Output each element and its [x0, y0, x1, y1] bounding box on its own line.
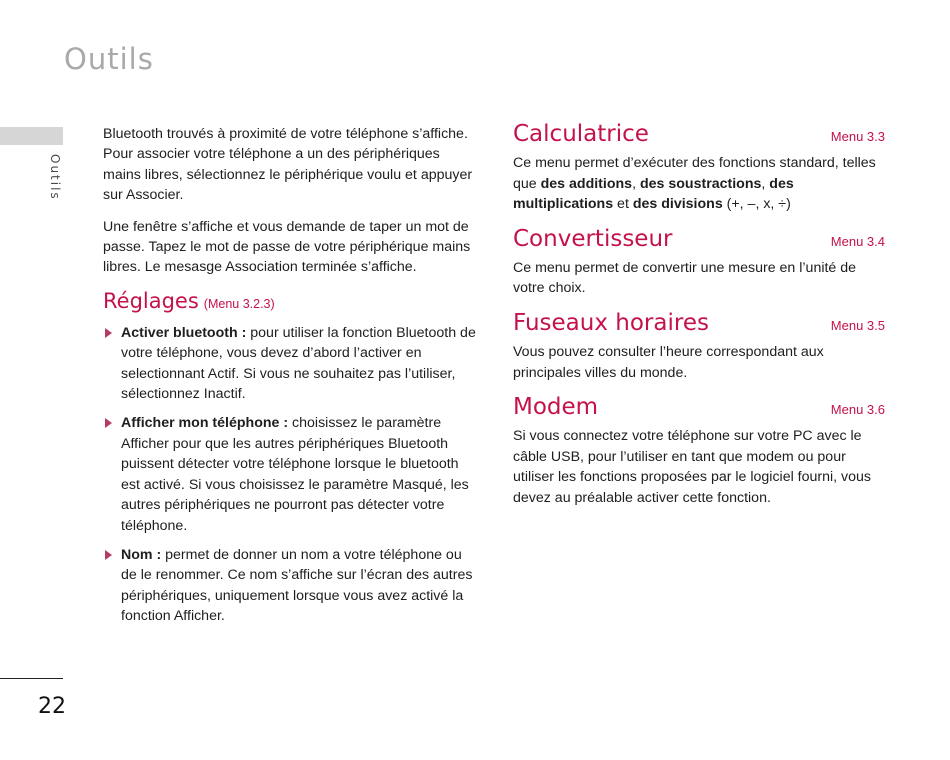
bullet-term: Activer bluetooth :	[121, 324, 247, 341]
body-text: (+, –, x, ÷)	[722, 196, 791, 213]
section-title: Convertisseur	[513, 225, 673, 252]
list-item	[103, 545, 478, 627]
section-header	[513, 394, 885, 421]
side-section-label: Outils	[48, 154, 62, 201]
section-menu-ref: Menu 3.3	[830, 129, 885, 144]
right-column	[513, 121, 885, 522]
section-menu-ref: Menu 3.4	[830, 233, 885, 249]
bluetooth-paragraph-2: Une fenêtre s’affiche et vous demande de taper un mot de passe. Tapez le mot de passe de votre périphérique mains libres. Le mesasge Association terminée s’affiche.	[103, 218, 471, 276]
section-title: Fuseaux horaires	[513, 309, 709, 336]
bullet-text: permet de donner un nom a votre téléphone ou de le renommer. Ce nom s’affiche sur l’écran des autres périphériques, uniquement lorsque vous avez activé la fonction Afficher.	[121, 546, 473, 625]
section-title: Calculatrice	[513, 121, 649, 147]
bold-term: des soustractions	[639, 175, 762, 192]
separator: ,	[761, 175, 770, 192]
body-text: Ce menu permet d’exécuter des fonctions standard, telles que	[513, 155, 876, 192]
bold-term: des divisions	[632, 196, 723, 213]
section-body: Vous pouvez consulter l’heure correspondant aux principales villes du monde.	[513, 344, 824, 381]
modem-section	[513, 394, 885, 508]
bullet-term: Afficher mon téléphone :	[121, 415, 289, 432]
section-menu-ref: Menu 3.5	[830, 317, 885, 333]
convertisseur-section	[513, 225, 885, 299]
section-body	[513, 153, 885, 214]
left-column	[103, 124, 478, 636]
list-item	[103, 323, 478, 405]
separator: ,	[632, 175, 640, 192]
reglages-menu-ref: (Menu 3.2.3)	[203, 296, 275, 311]
bullet-text: choisissez le paramètre Afficher pour que les autres périphériques Bluetooth puissent détecter votre téléphone lorsque le bluetooth est activé. Si vous choisissez le paramètre Masqué, les autres périphériques ne pourront pas détecter votre téléphone.	[121, 415, 469, 534]
bullet-text: pour utiliser la fonction Bluetooth de votre téléphone, vous devez d’abord l’activer en selectionnant Actif. Si vous ne souhaitez pas l’utiliser, sélectionnez Inactif.	[121, 324, 476, 403]
separator: et	[613, 196, 633, 213]
footer-divider	[0, 678, 63, 679]
section-header	[513, 225, 885, 252]
bullet-arrow-icon	[105, 418, 112, 428]
bold-term: des additions	[540, 175, 633, 192]
bullet-arrow-icon	[105, 328, 112, 338]
bold-term: des multiplications	[513, 175, 794, 213]
side-tab-marker	[0, 127, 63, 145]
section-header	[513, 121, 885, 147]
reglages-heading	[103, 289, 478, 316]
section-title: Modem	[513, 394, 599, 421]
section-header	[513, 309, 885, 336]
bullet-arrow-icon	[105, 550, 112, 560]
calculatrice-section	[513, 121, 885, 215]
section-menu-ref: Menu 3.6	[830, 402, 885, 418]
page-number: 22	[38, 694, 66, 719]
reglages-title: Réglages	[103, 288, 199, 313]
section-body: Si vous connectez votre téléphone sur votre PC avec le câble USB, pour l’utiliser en tant que modem ou pour utiliser les fonctions proposées par le logiciel fourni, vous devez au préalable activer cette fonction.	[513, 428, 872, 506]
page-title: Outils	[64, 42, 154, 76]
list-item	[103, 413, 478, 535]
bullet-term: Nom :	[121, 546, 162, 563]
section-body: Ce menu permet de convertir une mesure en l’unité de votre choix.	[513, 260, 857, 297]
fuseaux-section	[513, 309, 885, 383]
bluetooth-paragraph-1: Bluetooth trouvés à proximité de votre téléphone s’affiche. Pour associer votre téléphone a un des périphériques mains libres, sélectionnez le périphérique voulu et appuyer sur Associer.	[103, 126, 473, 204]
